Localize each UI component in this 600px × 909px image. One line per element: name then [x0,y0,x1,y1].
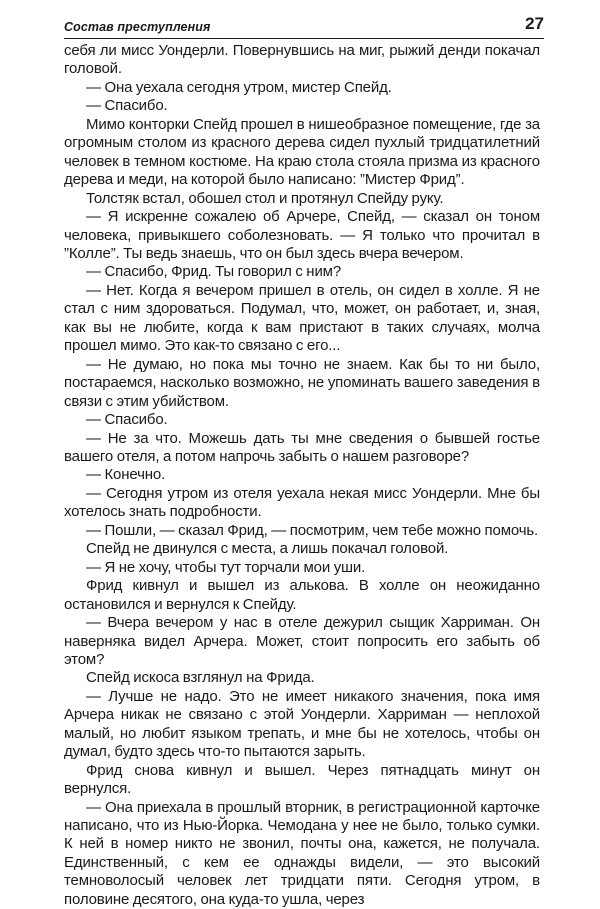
header-rule [64,38,544,39]
paragraph: — Спасибо. [86,411,168,429]
paragraph: — Пошли, — сказал Фрид, — посмотрим, чем тебе можно помочь. [86,521,539,539]
paragraph: Фрид снова кивнул и вышел. Через пятнадцать минут он вернулся. [64,761,540,798]
paragraph: — Спасибо, Фрид. Ты говорил с ним? [86,263,342,281]
paragraph: Спейд не двинулся с места, а лишь покачал головой. [86,540,449,558]
paragraph: — Сегодня утром из отеля уехала некая мисс Уондерли. Мне бы хотелось знать подробности. [64,484,540,521]
paragraph: — Я не хочу, чтобы тут торчали мои уши. [86,558,366,576]
paragraph: — Вчера вечером у нас в отеле дежурил сыщик Харриман. Он наверняка видел Арчера. Может, стоит попросить его забыть об этом? [64,614,540,668]
paragraph: — Конечно. [86,466,166,484]
paragraph: себя ли мисс Уондерли. Повернувшись на миг, рыжий денди покачал головой. [64,42,540,78]
paragraph: — Я искренне сожалею об Арчере, Спейд, — сказал он тоном человека, привыкшего соболезновать. — Я только что прочитал в ”Колле”. Ты ведь знаешь, что он был здесь вчера вечером. [64,208,540,262]
paragraph: — Нет. Когда я вечером пришел в отель, он сидел в холле. Я не стал с ним здороваться. Подумал, что, может, он работает, и, зная, как вы не любите, когда к вам пристают в таких случаях, молча прошел мимо. Это как-то связано с его... [64,281,540,355]
paragraph: Толстяк встал, обошел стол и протянул Спейду руку. [86,189,444,207]
body-text [64,42,540,909]
paragraph: — Спасибо. [86,97,168,115]
paragraph: — Не думаю, но пока мы точно не знаем. Как бы то ни было, постараемся, насколько возможно, не упоминать вашего заведения в связи с этим убийством. [64,355,540,410]
paragraph: — Она уехала сегодня утром, мистер Спейд. [86,78,392,96]
page-header [64,14,544,38]
paragraph: — Не за что. Можешь дать ты мне сведения о бывшей гостье вашего отеля, а потом напрочь забыть о нашем разговоре? [64,429,540,465]
paragraph: Спейд искоса взглянул на Фрида. [86,669,315,687]
running-title: Состав преступления [64,20,211,34]
paragraph: Фрид кивнул и вышел из алькова. В холле он неожиданно остановился и вернулся к Спейду. [64,577,540,613]
paragraph: — Она приехала в прошлый вторник, в регистрационной карточке написано, что из Нью-Йорка. Чемодана у нее не было, только сумки. К ней в номер никто не звонил, почты она, кажется, не получала. Единственный, с кем ее однажды видели, — это высокий темноволосый человек лет тридцати пяти. Сегодня утром, в половине десятого, она куда-то ушла, через [64,798,540,908]
paragraph: — Лучше не надо. Это не имеет никакого значения, пока имя Арчера никак не связано с этой Уондерли. Харриман — неплохой малый, но любит языком трепать, и мне бы не хотелось, чтобы он думал, будто здесь что-то пытаются зарыть. [64,687,540,761]
page-number: 27 [525,14,544,33]
paragraph: Мимо конторки Спейд прошел в нишеобразное помещение, где за огромным столом из красного дерева сидел пухлый тридцатилетний человек в темном костюме. На краю стола стояла призма из красного дерева и меди, на которой было написано: ”Мистер Фрид”. [64,115,540,189]
